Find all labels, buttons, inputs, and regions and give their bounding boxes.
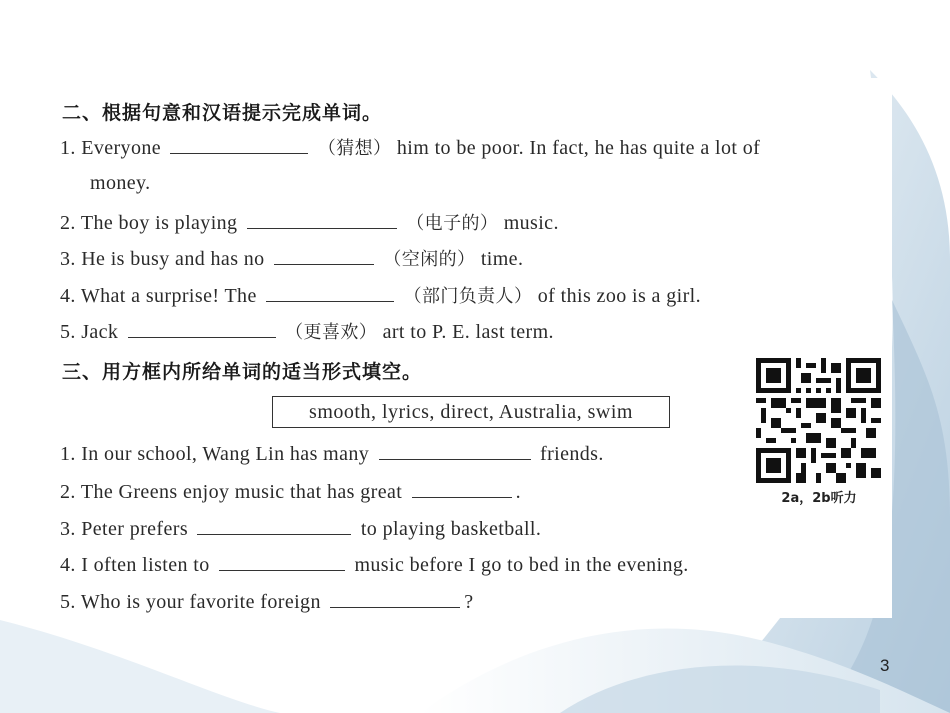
s2-item-5	[60, 318, 554, 344]
s2-item-2-blank[interactable]	[247, 210, 397, 229]
s3-item-4-post: music before I go to bed in the evening.	[354, 554, 689, 576]
section2-title: 二、根据句意和汉语提示完成单词。	[62, 102, 383, 124]
s3-item-1-blank[interactable]	[379, 441, 531, 460]
qr-code-icon[interactable]	[756, 358, 881, 483]
s2-item-4-blank[interactable]	[266, 283, 394, 302]
qr-caption: 2a，2b听力	[781, 491, 857, 506]
s2-item-3-post: time.	[480, 248, 524, 270]
s3-item-5-blank[interactable]	[330, 589, 460, 608]
s3-item-4	[60, 552, 689, 577]
s3-item-5-pre: 5. Who is your favorite foreign	[60, 591, 321, 613]
s3-item-2-pre: 2. The Greens enjoy music that has great	[60, 481, 403, 503]
s2-item-1-pre: 1. Everyone	[60, 137, 162, 159]
section3-title: 三、用方框内所给单词的适当形式填空。	[62, 361, 423, 383]
s3-item-4-pre: 4. I often listen to	[60, 554, 210, 576]
s2-item-1-hint: （猜想）	[317, 138, 392, 159]
s2-item-5-hint: （更喜欢）	[285, 322, 378, 343]
s2-item-1-continued: money.	[90, 172, 151, 194]
s2-item-4-pre: 4. What a surprise! The	[60, 285, 257, 307]
s2-item-5-blank[interactable]	[128, 319, 276, 338]
s2-item-4-hint: （部门负责人）	[403, 286, 533, 307]
s3-item-3-pre: 3. Peter prefers	[60, 518, 189, 540]
s3-item-2	[60, 479, 521, 504]
s2-item-5-post: art to P. E. last term.	[382, 321, 554, 343]
s3-item-2-post: .	[515, 481, 522, 503]
word-box: smooth, lyrics, direct, Australia, swim	[272, 396, 670, 428]
s3-item-1-pre: 1. In our school, Wang Lin has many	[60, 443, 370, 465]
s2-item-5-pre: 5. Jack	[60, 321, 119, 343]
s2-item-3-hint: （空闲的）	[383, 249, 476, 270]
page-number: 3	[880, 656, 890, 675]
s2-item-3-pre: 3. He is busy and has no	[60, 248, 265, 270]
s3-item-5-post: ?	[464, 591, 474, 613]
s3-item-2-blank[interactable]	[412, 479, 512, 498]
s2-item-1	[60, 134, 760, 160]
s2-item-4-post: of this zoo is a girl.	[537, 285, 702, 307]
s3-item-3-blank[interactable]	[197, 516, 351, 535]
s2-item-3	[60, 245, 523, 271]
s2-item-4	[60, 282, 701, 308]
s3-item-3	[60, 516, 541, 541]
s3-item-5	[60, 589, 474, 614]
s3-item-1	[60, 441, 604, 466]
s2-item-1-blank[interactable]	[170, 135, 308, 154]
s3-item-3-post: to playing basketball.	[360, 518, 542, 540]
s2-item-2-pre: 2. The boy is playing	[60, 212, 238, 234]
s2-item-3-blank[interactable]	[274, 246, 374, 265]
s2-item-1-post: him to be poor. In fact, he has quite a lot of	[396, 137, 761, 159]
s2-item-2	[60, 209, 559, 235]
s2-item-2-hint: （电子的）	[406, 213, 499, 234]
s2-item-2-post: music.	[503, 212, 559, 234]
s3-item-1-post: friends.	[540, 443, 604, 465]
s3-item-4-blank[interactable]	[219, 552, 345, 571]
